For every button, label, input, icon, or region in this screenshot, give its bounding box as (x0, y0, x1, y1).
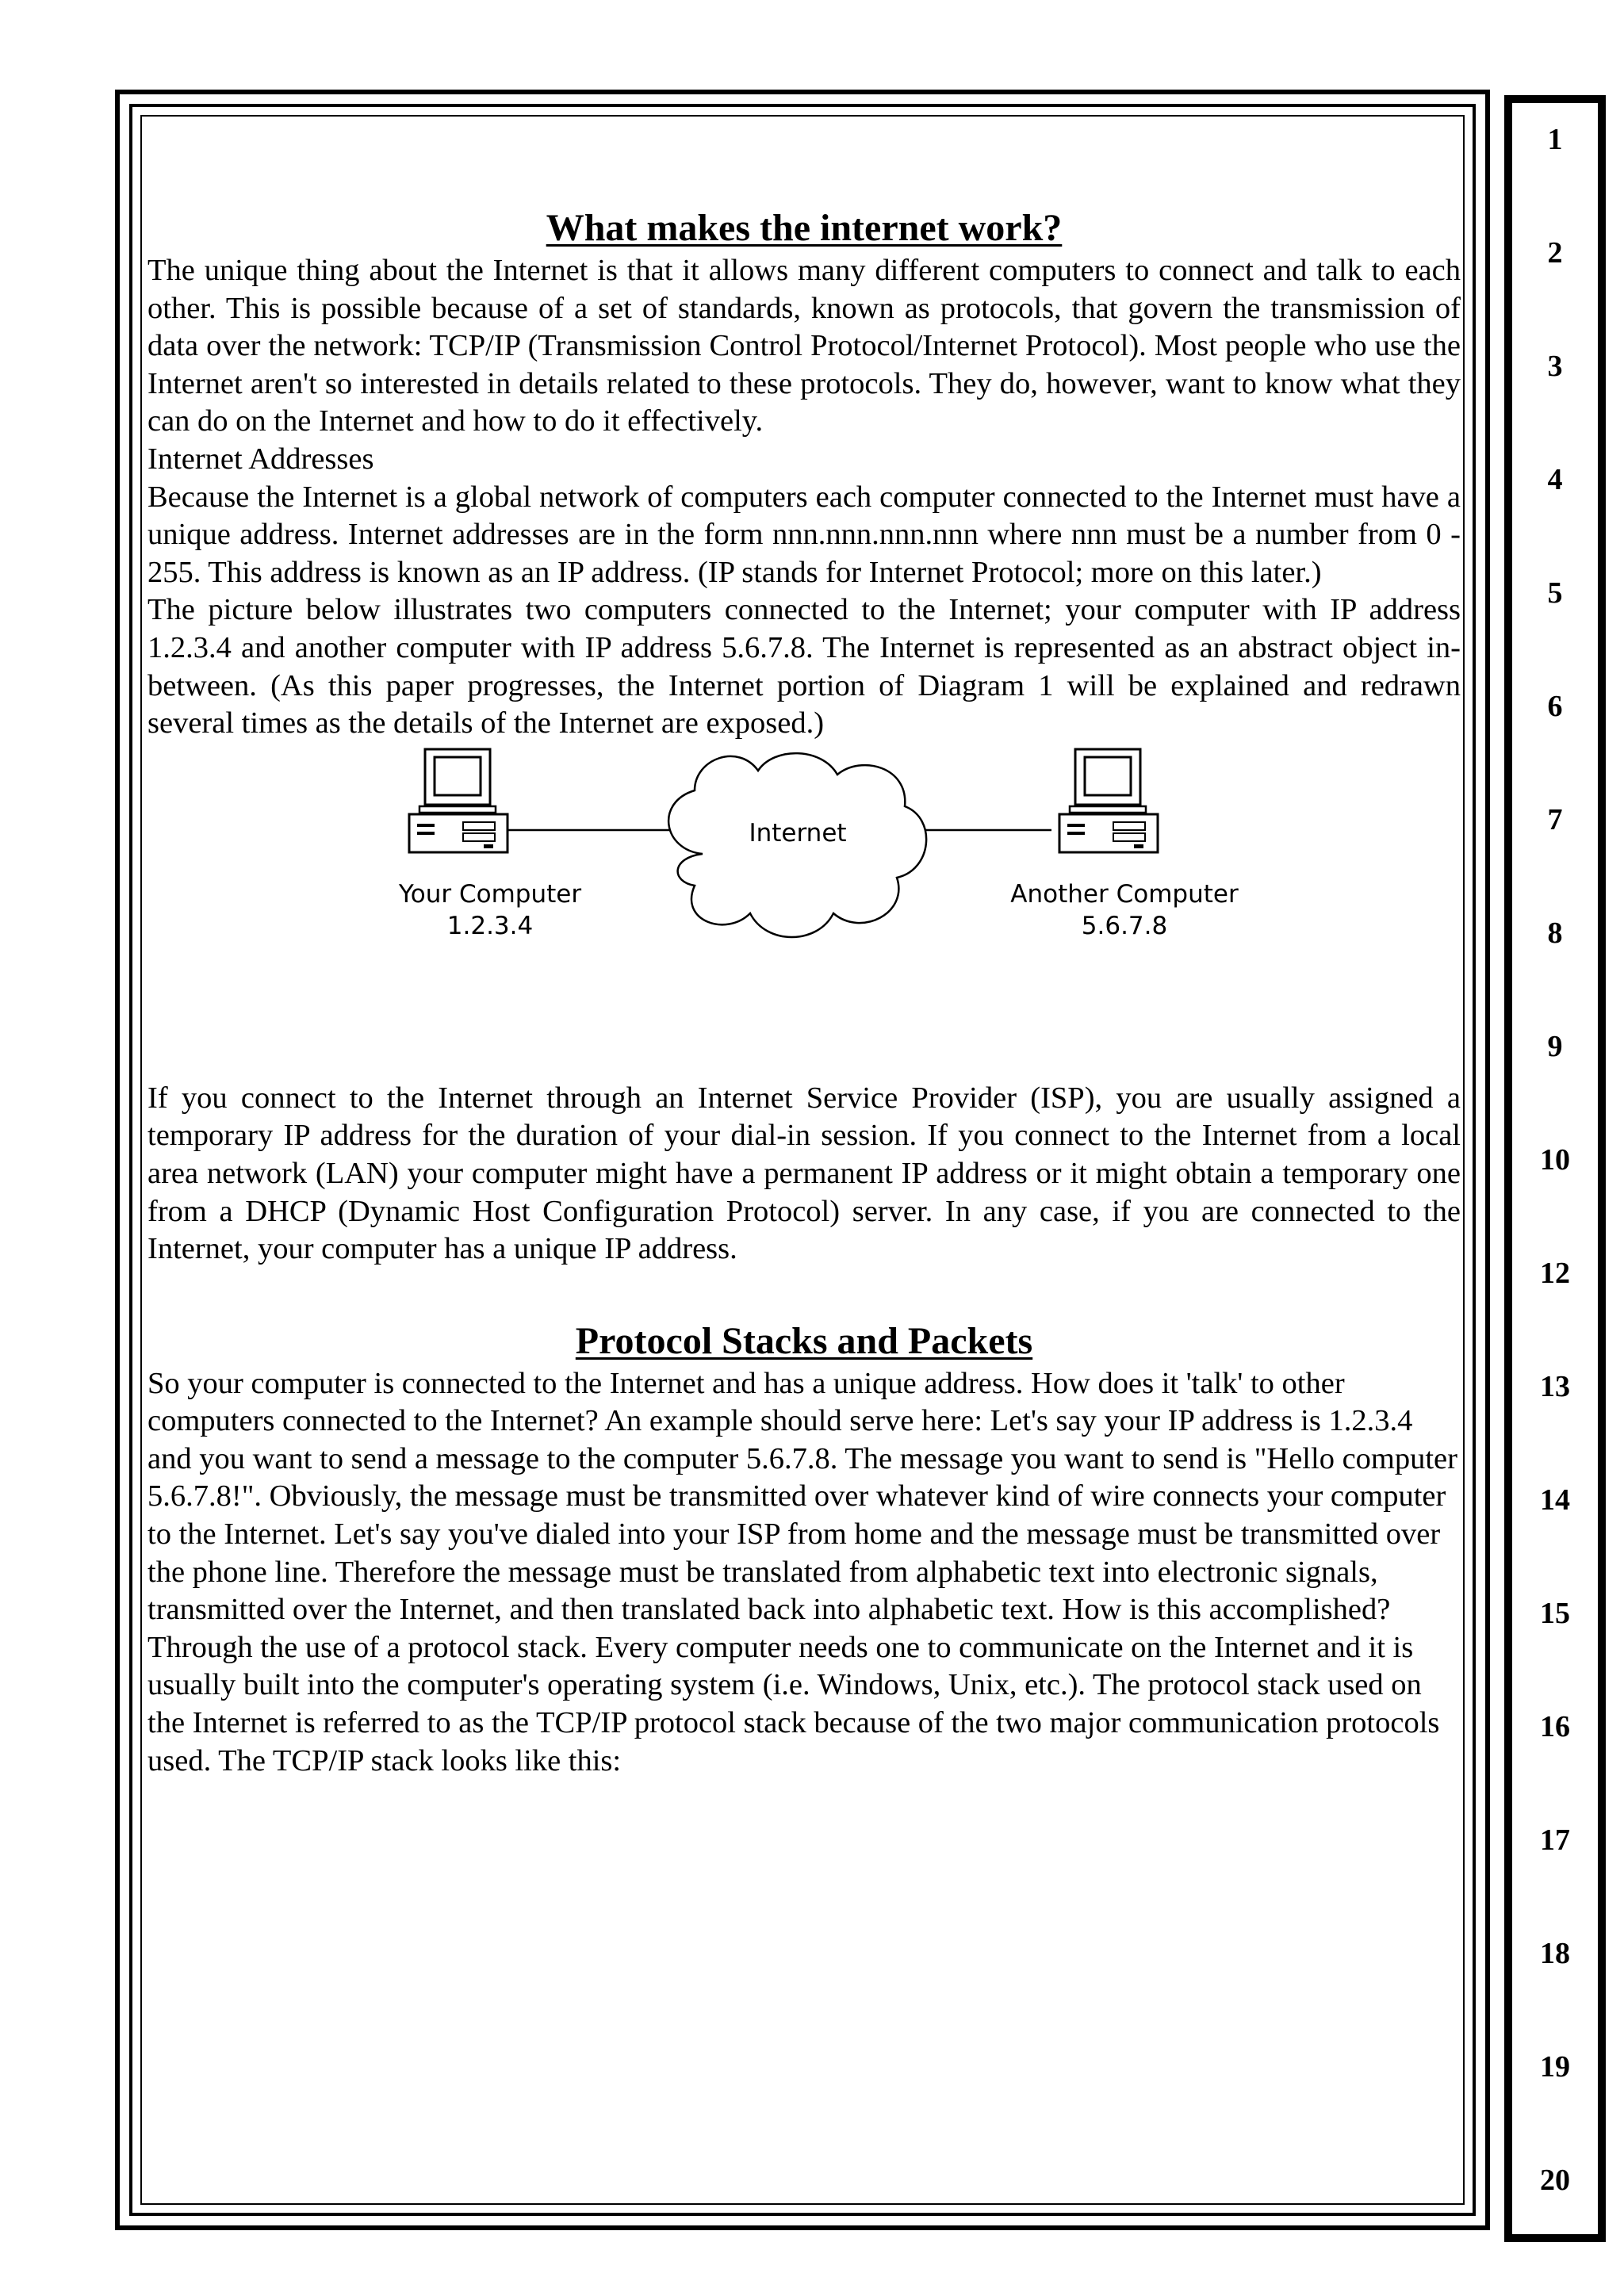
subheading-internet-addresses: Internet Addresses (147, 442, 374, 476)
line-number: 18 (1540, 1937, 1570, 1970)
another-computer-ip: 5.6.7.8 (1081, 911, 1168, 940)
your-computer-icon (409, 749, 508, 852)
line-number: 3 (1547, 350, 1563, 383)
document-body (147, 205, 1461, 1780)
line-number: 15 (1540, 1597, 1570, 1630)
internet-diagram (147, 743, 1461, 1004)
line-number-column (1504, 95, 1606, 2242)
another-computer-icon (1059, 749, 1158, 852)
line-number: 13 (1540, 1370, 1570, 1403)
line-number: 10 (1540, 1143, 1570, 1177)
paragraph-picture-description: The picture below illustrates two computers connected to the Internet; your computer with IP address 1.2.3.4 and another computer with IP address 5.6.7.8. The Internet is represented as an abstract object in-between. (As this paper progresses, the Internet portion of Diagram 1 will be explained and redrawn several times as the details of the Internet are exposed.) (147, 593, 1461, 740)
line-number: 6 (1547, 690, 1563, 723)
line-number: 7 (1547, 803, 1563, 836)
line-number: 4 (1547, 463, 1563, 496)
paragraph-isp: If you connect to the Internet through an Internet Service Provider (ISP), you are usually assigned a temporary IP address for the duration of your dial-in session. If you connect to the Internet from a local area network (LAN) your computer might have a permanent IP address or it might obtain a temporary one from a DHCP (Dynamic Host Configuration Protocol) server. In any case, if you are connected to the Internet, your computer has a unique IP address. (147, 1081, 1461, 1266)
paragraph-protocol-stack: So your computer is connected to the Internet and has a unique address. How does it 'talk' to other computers connected to the Internet? An example should serve here: Let's say your IP address is 1.2.3.4 and you want to send a message to the computer 5.6.7.8. The message you want to send is "Hello computer 5.6.7.8!". Obviously, the message must be transmitted over whatever kind of wire connects your computer to the Internet. Let's say you've dialed into your ISP from home and the message must be transmitted over the phone line. Therefore the message must be translated from alphabetic text into electronic signals, transmitted over the Internet, and then translated back into alphabetic text. How is this accomplished? Through the use of a protocol stack. Every computer needs one to communicate on the Internet and it is usually built into the computer's operating system (i.e. Windows, Unix, etc.). The protocol stack used on the Internet is referred to as the TCP/IP protocol stack because of the two major communication protocols used. The TCP/IP stack looks like this: (147, 1366, 1457, 1777)
another-computer-name: Another Computer (1010, 879, 1239, 909)
line-number: 8 (1547, 916, 1563, 950)
line-number: 5 (1547, 576, 1563, 610)
heading-what-makes-internet-work: What makes the internet work? (546, 207, 1063, 249)
line-number: 2 (1547, 236, 1563, 270)
diagram-graphic (147, 743, 1461, 1004)
line-number: 9 (1547, 1030, 1563, 1063)
line-number: 1 (1547, 123, 1563, 156)
line-number: 19 (1540, 2050, 1570, 2084)
line-number: 17 (1540, 1823, 1570, 1857)
line-number: 20 (1540, 2164, 1570, 2197)
cloud-label: Internet (749, 818, 847, 848)
your-computer-name: Your Computer (398, 879, 582, 909)
line-number: 14 (1540, 1483, 1570, 1517)
paragraph-intro: The unique thing about the Internet is that it allows many different computers to connect and talk to each other. This is possible because of a set of standards, known as protocols, that govern the transmission of data over the network: TCP/IP (Transmission Control Protocol/Internet Protocol). Most people who use the Internet aren't so interested in details related to these protocols. They do, however, want to know what they can do on the Internet and how to do it effectively. (147, 254, 1461, 438)
paragraph-addresses: Because the Internet is a global network of computers each computer connected to the Internet must have a unique address. Internet addresses are in the form nnn.nnn.nnn.nnn where nnn must be a number from 0 - 255. This address is known as an IP address. (IP stands for Internet Protocol; more on this later.) (147, 480, 1461, 589)
line-number: 12 (1540, 1257, 1570, 1290)
your-computer-ip: 1.2.3.4 (446, 911, 534, 940)
line-number: 16 (1540, 1710, 1570, 1743)
heading-protocol-stacks: Protocol Stacks and Packets (575, 1319, 1033, 1362)
